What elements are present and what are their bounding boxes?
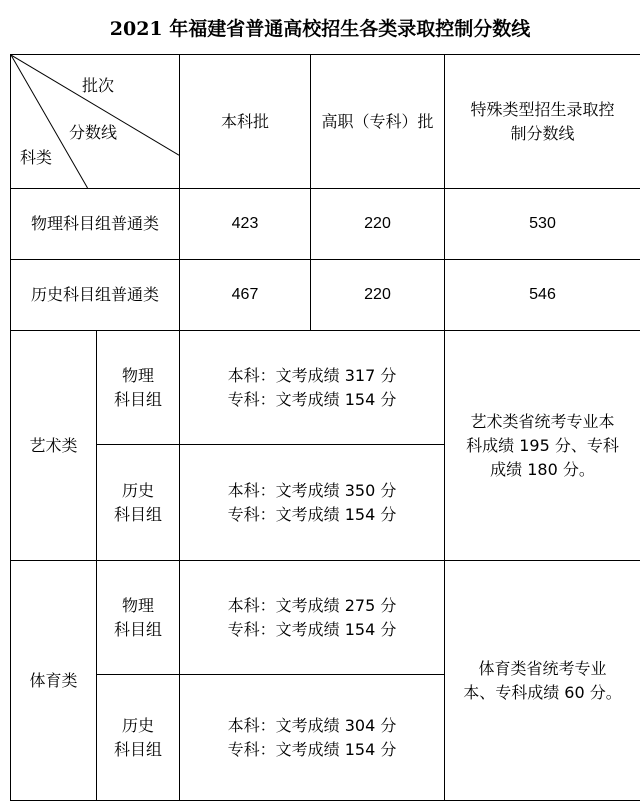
score-vocational: 220 [311,189,445,260]
score-undergrad: 423 [180,189,311,260]
diag-label-batch: 批次 [82,76,115,95]
diagonal-header-cell [11,55,180,189]
col-header-undergrad: 本科批 [180,55,311,189]
diag-label-category: 科类 [20,148,53,167]
subject-group: 物理 科目组 [97,331,180,445]
score-vocational: 220 [311,260,445,331]
table-row [11,331,640,445]
row-label: 历史科目组普通类 [11,260,180,331]
art-history-scores: 本科：文考成绩 350 分 专科：文考成绩 154 分 [180,445,445,561]
col-header-special: 特殊类型招生录取控 制分数线 [445,55,640,189]
art-special-note: 艺术类省统考专业本 科成绩 195 分、专科 成绩 180 分。 [445,331,640,561]
score-table [10,54,640,801]
header-row [11,55,640,189]
subject-group: 物理 科目组 [97,561,180,675]
sports-physics-scores: 本科：文考成绩 275 分 专科：文考成绩 154 分 [180,561,445,675]
table-row [11,189,640,260]
score-special: 530 [445,189,640,260]
diag-label-score: 分数线 [69,123,118,142]
score-special: 546 [445,260,640,331]
document-title: 2021 年福建省普通高校招生各类录取控制分数线 [109,18,531,40]
sports-special-note: 体育类省统考专业 本、专科成绩 60 分。 [445,561,640,801]
row-label: 物理科目组普通类 [11,189,180,260]
col-header-vocational: 高职（专科）批 [311,55,445,189]
sports-history-scores: 本科：文考成绩 304 分 专科：文考成绩 154 分 [180,675,445,801]
subject-group: 历史 科目组 [97,675,180,801]
score-undergrad: 467 [180,260,311,331]
category-sports: 体育类 [11,561,97,801]
table-row [11,260,640,331]
diagonal-lines [11,55,179,188]
art-physics-scores: 本科：文考成绩 317 分 专科：文考成绩 154 分 [180,331,445,445]
subject-group: 历史 科目组 [97,445,180,561]
category-art: 艺术类 [11,331,97,561]
table-row [11,561,640,675]
